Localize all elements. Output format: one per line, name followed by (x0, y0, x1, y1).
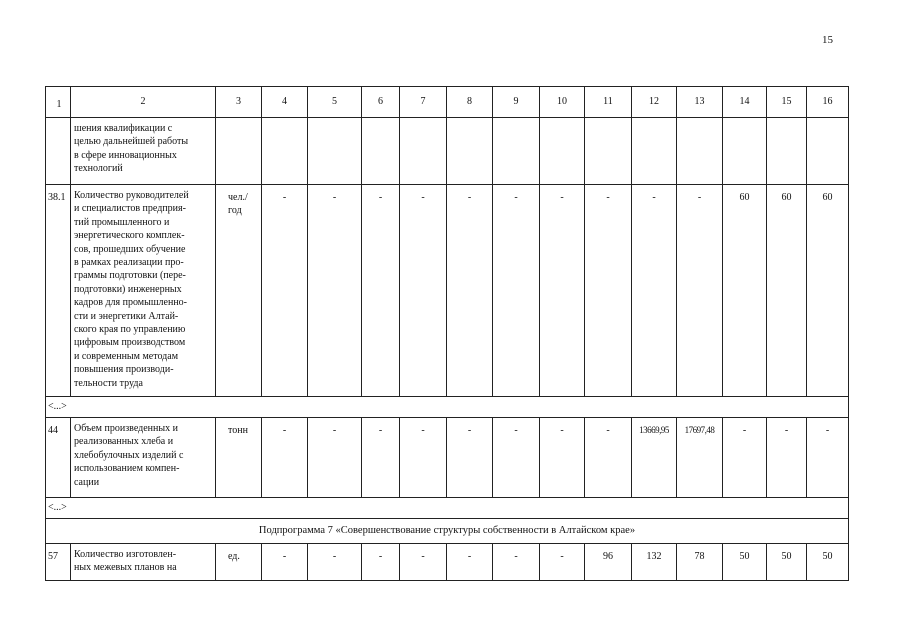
value-cell: - (400, 544, 447, 581)
header-cell: 4 (262, 87, 308, 118)
value-cell: - (723, 418, 767, 498)
row-number-cell: 38.1 (46, 185, 71, 397)
header-cell: 9 (493, 87, 540, 118)
value-cell: - (262, 544, 308, 581)
value-cell: - (493, 185, 540, 397)
value-cell: - (447, 544, 493, 581)
indicator-description: шения квалификации с целью дальнейшей работы в сфере инновационных технологий (71, 118, 216, 185)
value-cell: - (585, 418, 632, 498)
value-cell: - (493, 544, 540, 581)
value-cell: - (308, 185, 362, 397)
value-cell: - (362, 544, 400, 581)
value-cell: - (447, 185, 493, 397)
page-number: 15 (822, 34, 833, 46)
table-row (46, 118, 849, 185)
value-cell: 13669,95 (632, 418, 677, 498)
omission-marker: <...> (46, 397, 849, 418)
table-row (46, 418, 849, 498)
header-cell: 10 (540, 87, 585, 118)
unit-cell: тонн (216, 418, 262, 498)
value-cell: 60 (723, 185, 767, 397)
value-cell: - (585, 185, 632, 397)
value-cell: 60 (767, 185, 807, 397)
value-cell: - (308, 544, 362, 581)
value-cell: 60 (807, 185, 849, 397)
value-cell: 50 (807, 544, 849, 581)
value-cell: - (362, 185, 400, 397)
header-cell: 13 (677, 87, 723, 118)
header-cell: 15 (767, 87, 807, 118)
header-cell: 14 (723, 87, 767, 118)
header-cell: 2 (71, 87, 216, 118)
subprogram-title: Подпрограмма 7 «Совершенствование структуры собственности в Алтайском крае» (46, 519, 849, 544)
header-cell: 8 (447, 87, 493, 118)
header-cell: 16 (807, 87, 849, 118)
value-cell: 132 (632, 544, 677, 581)
value-cell: - (493, 418, 540, 498)
row-number-cell (46, 118, 71, 185)
value-cell: - (767, 418, 807, 498)
value-cell: - (540, 418, 585, 498)
row-number-cell: 44 (46, 418, 71, 498)
header-cell: 7 (400, 87, 447, 118)
header-cell: 6 (362, 87, 400, 118)
indicator-description: Количество изготовлен- ных межевых планов на (71, 544, 216, 581)
header-cell: 1 (46, 87, 71, 118)
value-cell: - (362, 418, 400, 498)
value-cell: - (677, 185, 723, 397)
value-cell: - (400, 185, 447, 397)
value-cell: - (308, 418, 362, 498)
column-numbers-row (46, 87, 849, 118)
value-cell: - (447, 418, 493, 498)
indicators-table (45, 86, 849, 581)
table-row (46, 544, 849, 581)
value-cell: 96 (585, 544, 632, 581)
unit-cell: чел./ год (216, 185, 262, 397)
value-cell: - (807, 418, 849, 498)
value-cell: - (262, 185, 308, 397)
value-cell: - (632, 185, 677, 397)
value-cell: - (540, 544, 585, 581)
value-cell: - (262, 418, 308, 498)
row-number-cell: 57 (46, 544, 71, 581)
value-cell: 17697,48 (677, 418, 723, 498)
header-cell: 5 (308, 87, 362, 118)
unit-cell: ед. (216, 544, 262, 581)
subprogram-row (46, 519, 849, 544)
indicator-description: Объем произведенных и реализованных хлеба и хлебобулочных изделий с использованием компен- сации (71, 418, 216, 498)
value-cell: 50 (723, 544, 767, 581)
header-cell: 3 (216, 87, 262, 118)
omission-marker: <...> (46, 498, 849, 519)
value-cell: 50 (767, 544, 807, 581)
header-cell: 11 (585, 87, 632, 118)
omission-row (46, 498, 849, 519)
header-cell: 12 (632, 87, 677, 118)
omission-row (46, 397, 849, 418)
value-cell: - (540, 185, 585, 397)
value-cell: 78 (677, 544, 723, 581)
value-cell: - (400, 418, 447, 498)
indicator-description: Количество руководителей и специалистов предприя- тий промышленного и энергетического комплек- сов, прошедших обучение в рамках реализации про- граммы подготовки (пере- подготовки) инженерных кадров для промышленно- сти и энергетики Алтай- ского края по управлению цифровым производством и современным методам повышения производи- тельности труда (71, 185, 216, 397)
table-row (46, 185, 849, 397)
